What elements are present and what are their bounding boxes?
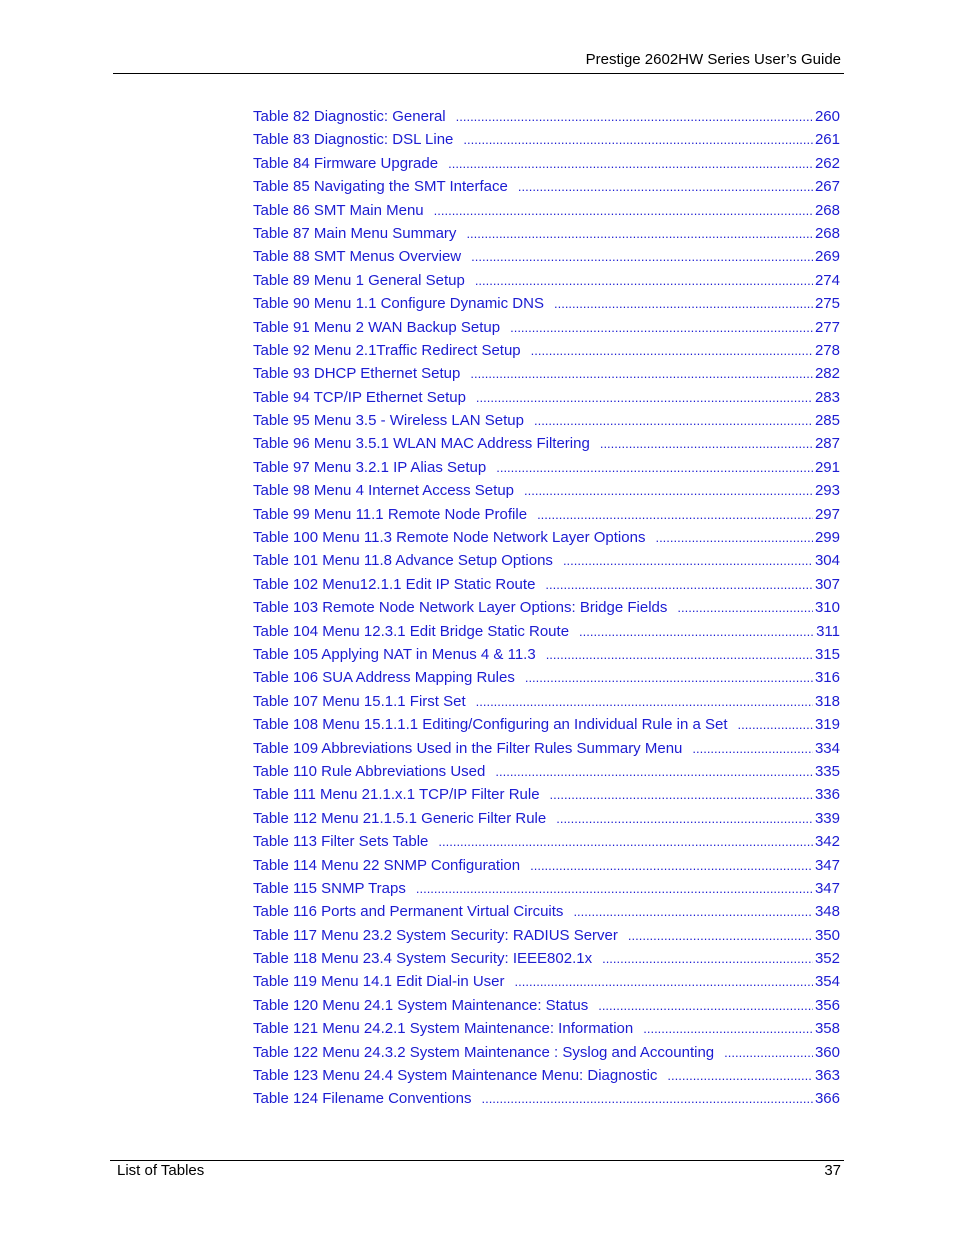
toc-entry-page-number: 299 (814, 529, 840, 547)
toc-entry-link[interactable] (253, 292, 840, 315)
toc-entry-page-number: 287 (814, 435, 840, 453)
toc-entry-link[interactable] (253, 128, 840, 151)
toc-entry-link[interactable] (253, 222, 840, 245)
toc-dot-leader (579, 620, 814, 643)
toc-entry-title: Table 105 Applying NAT in Menus 4 & 11.3 (253, 645, 536, 663)
toc-entry-link[interactable] (253, 760, 840, 783)
toc-dot-leader (448, 152, 813, 175)
toc-entry-link[interactable] (253, 409, 840, 432)
footer-divider (110, 1160, 844, 1161)
toc-entry-link[interactable] (253, 503, 840, 526)
toc-entry-link[interactable] (253, 924, 840, 947)
toc-entry-link[interactable] (253, 830, 840, 853)
toc-entry-page-number: 278 (814, 341, 840, 359)
toc-entry-page-number: 350 (814, 926, 840, 944)
toc-entry-title: Table 87 Main Menu Summary (253, 224, 457, 242)
toc-dot-leader (471, 245, 813, 268)
toc-dot-leader (481, 1087, 813, 1110)
toc-entry-title: Table 82 Diagnostic: General (253, 108, 446, 125)
toc-entry-link[interactable] (253, 783, 840, 806)
toc-entry-page-number: 310 (814, 599, 840, 617)
toc-entry-link[interactable] (253, 245, 840, 268)
toc-entry-title: Table 122 Menu 24.3.2 System Maintenance : Syslog and Accounting (253, 1043, 715, 1061)
toc-dot-leader (537, 503, 813, 526)
toc-entry-link[interactable] (253, 854, 840, 877)
toc-entry-link[interactable] (253, 386, 840, 409)
toc-entry-title: Table 83 Diagnostic: DSL Line (253, 131, 454, 149)
toc-entry-page-number: 311 (816, 622, 840, 640)
toc-dot-leader (456, 105, 813, 128)
toc-entry-title: Table 90 Menu 1.1 Configure Dynamic DNS (253, 295, 544, 313)
toc-entry-title: Table 92 Menu 2.1Traffic Redirect Setup (253, 341, 521, 359)
toc-entry-page-number: 293 (814, 482, 840, 500)
toc-entry-page-number: 262 (814, 154, 840, 172)
toc-entry-title: Table 119 Menu 14.1 Edit Dial-in User (253, 973, 505, 991)
toc-entry-page-number: 291 (814, 458, 840, 476)
toc-entry-link[interactable] (253, 339, 840, 362)
toc-dot-leader (545, 573, 813, 596)
toc-entry-page-number: 318 (814, 692, 840, 710)
toc-entry-title: Table 124 Filename Conventions (253, 1090, 472, 1108)
toc-entry-link[interactable] (253, 479, 840, 502)
toc-dot-leader (470, 362, 813, 385)
toc-dot-leader (534, 409, 813, 432)
toc-dot-leader (677, 596, 813, 619)
toc-entry-link[interactable] (253, 152, 840, 175)
toc-dot-leader (628, 924, 813, 947)
toc-entry-title: Table 112 Menu 21.1.5.1 Generic Filter Rule (253, 809, 547, 827)
toc-entry-title: Table 111 Menu 21.1.x.1 TCP/IP Filter Rule (253, 786, 540, 804)
toc-entry-page-number: 304 (814, 552, 840, 570)
toc-entry-link[interactable] (253, 549, 840, 572)
toc-entry-page-number: 319 (814, 716, 840, 734)
toc-dot-leader (655, 526, 813, 549)
toc-dot-leader (602, 947, 813, 970)
toc-dot-leader (563, 549, 813, 572)
toc-dot-leader (738, 713, 813, 736)
toc-entry-page-number: 285 (814, 412, 840, 430)
toc-entry-title: Table 89 Menu 1 General Setup (253, 271, 465, 289)
toc-dot-leader (524, 479, 813, 502)
toc-entry-link[interactable] (253, 713, 840, 736)
toc-dot-leader (515, 970, 813, 993)
toc-dot-leader (530, 854, 813, 877)
toc-entry-title: Table 118 Menu 23.4 System Security: IEEE802.1x (253, 950, 593, 968)
toc-entry-link[interactable] (253, 596, 840, 619)
toc-dot-leader (416, 877, 813, 900)
toc-entry-link[interactable] (253, 105, 840, 128)
toc-entry-link[interactable] (253, 1087, 840, 1110)
toc-entry-title: Table 88 SMT Menus Overview (253, 248, 462, 266)
toc-dot-leader (466, 222, 813, 245)
toc-entry-title: Table 86 SMT Main Menu (253, 201, 424, 219)
toc-entry-title: Table 102 Menu12.1.1 Edit IP Static Route (253, 575, 536, 593)
toc-entry-link[interactable] (253, 947, 840, 970)
toc-dot-leader (546, 643, 813, 666)
toc-entry-link[interactable] (253, 620, 840, 643)
toc-entry-link[interactable] (253, 1041, 840, 1064)
toc-entry-page-number: 335 (814, 762, 840, 780)
toc-entry-page-number: 334 (814, 739, 840, 757)
toc-entry-page-number: 347 (814, 879, 840, 897)
toc-entry-title: Table 101 Menu 11.8 Advance Setup Options (253, 552, 553, 570)
toc-entry-link[interactable] (253, 970, 840, 993)
toc-entry-page-number: 354 (814, 973, 840, 991)
toc-entry-title: Table 117 Menu 23.2 System Security: RADIUS Server (253, 926, 618, 944)
toc-entry-title: Table 121 Menu 24.2.1 System Maintenance: Information (253, 1020, 634, 1038)
toc-entry-link[interactable] (253, 573, 840, 596)
toc-dot-leader (434, 199, 813, 222)
toc-entry-title: Table 85 Navigating the SMT Interface (253, 178, 508, 196)
toc-entry-title: Table 97 Menu 3.2.1 IP Alias Setup (253, 458, 487, 476)
toc-entry-title: Table 103 Remote Node Network Layer Options: Bridge Fields (253, 599, 668, 617)
toc-entry-link[interactable] (253, 1064, 840, 1087)
toc-entry-page-number: 307 (814, 575, 840, 593)
toc-entry-link[interactable] (253, 316, 840, 339)
toc-dot-leader (475, 269, 813, 292)
toc-dot-leader (573, 900, 813, 923)
toc-dot-leader (518, 175, 813, 198)
toc-entry-link[interactable] (253, 643, 840, 666)
toc-dot-leader (643, 1017, 813, 1040)
toc-entry-title: Table 113 Filter Sets Table (253, 833, 429, 851)
toc-entry-page-number: 352 (814, 950, 840, 968)
header-divider (113, 73, 844, 74)
toc-entry-page-number: 316 (814, 669, 840, 687)
toc-entry-page-number: 283 (814, 388, 840, 406)
toc-dot-leader (463, 128, 813, 151)
toc-entry-page-number: 360 (814, 1043, 840, 1061)
toc-dot-leader (476, 386, 813, 409)
toc-entry-page-number: 261 (814, 131, 840, 149)
toc-entry-page-number: 339 (814, 809, 840, 827)
toc-dot-leader (724, 1041, 813, 1064)
toc-entry-page-number: 282 (814, 365, 840, 383)
toc-entry-title: Table 110 Rule Abbreviations Used (253, 762, 486, 780)
toc-entry-page-number: 260 (814, 108, 840, 125)
toc-dot-leader (667, 1064, 813, 1087)
toc-entry-page-number: 348 (814, 903, 840, 921)
toc-dot-leader (495, 760, 813, 783)
toc-entry-title: Table 94 TCP/IP Ethernet Setup (253, 388, 466, 406)
toc-entry-title: Table 84 Firmware Upgrade (253, 154, 439, 172)
toc-entry-title: Table 104 Menu 12.3.1 Edit Bridge Static Route (253, 622, 570, 640)
toc-entry-link[interactable] (253, 807, 840, 830)
toc-entry-title: Table 96 Menu 3.5.1 WLAN MAC Address Filtering (253, 435, 590, 453)
toc-entry-title: Table 116 Ports and Permanent Virtual Circuits (253, 903, 564, 921)
toc-entry-link[interactable] (253, 994, 840, 1017)
footer-section-title: List of Tables (117, 1162, 205, 1179)
toc-dot-leader (438, 830, 813, 853)
toc-entry-page-number: 274 (814, 271, 840, 289)
toc-dot-leader (525, 666, 813, 689)
toc-entry-link[interactable] (253, 526, 840, 549)
toc-entry-link[interactable] (253, 666, 840, 689)
toc-entry-page-number: 275 (814, 295, 840, 313)
toc-entry-page-number: 336 (814, 786, 840, 804)
toc-entry-page-number: 269 (814, 248, 840, 266)
toc-entry-page-number: 356 (814, 996, 840, 1014)
toc-dot-leader (531, 339, 813, 362)
toc-entry-title: Table 106 SUA Address Mapping Rules (253, 669, 515, 687)
toc-dot-leader (496, 456, 813, 479)
toc-entry-link[interactable] (253, 362, 840, 385)
toc-entry-title: Table 99 Menu 11.1 Remote Node Profile (253, 505, 528, 523)
toc-entry-page-number: 297 (814, 505, 840, 523)
toc-dot-leader (600, 432, 813, 455)
toc-entry-link[interactable] (253, 877, 840, 900)
footer-page-number: 37 (824, 1162, 841, 1179)
toc-entry-link[interactable] (253, 199, 840, 222)
toc-entry-title: Table 95 Menu 3.5 - Wireless LAN Setup (253, 412, 524, 430)
toc-entry-title: Table 93 DHCP Ethernet Setup (253, 365, 461, 383)
toc-entry-title: Table 100 Menu 11.3 Remote Node Network Layer Options (253, 529, 646, 547)
toc-entry-link[interactable] (253, 690, 840, 713)
toc-entry-page-number: 268 (814, 201, 840, 219)
toc-entry-title: Table 115 SNMP Traps (253, 879, 406, 897)
toc-entry-page-number: 366 (814, 1090, 840, 1108)
toc-dot-leader (476, 690, 813, 713)
toc-entry-title: Table 109 Abbreviations Used in the Filter Rules Summary Menu (253, 739, 683, 757)
toc-entry-page-number: 277 (814, 318, 840, 336)
toc-entry-page-number: 363 (814, 1067, 840, 1085)
toc-entry-page-number: 268 (814, 224, 840, 242)
toc-entry-page-number: 342 (814, 833, 840, 851)
toc-entry-link[interactable] (253, 432, 840, 455)
toc-entry-title: Table 123 Menu 24.4 System Maintenance Menu: Diagnostic (253, 1067, 658, 1085)
toc-dot-leader (692, 737, 813, 760)
toc-entry-page-number: 347 (814, 856, 840, 874)
toc-dot-leader (510, 316, 813, 339)
toc-entry-title: Table 98 Menu 4 Internet Access Setup (253, 482, 514, 500)
toc-entry-page-number: 267 (814, 178, 840, 196)
toc-entry-link[interactable] (253, 1017, 840, 1040)
toc-entry-title: Table 114 Menu 22 SNMP Configuration (253, 856, 521, 874)
toc-entry-link[interactable] (253, 900, 840, 923)
toc-entry-link[interactable] (253, 175, 840, 198)
toc-entry-page-number: 315 (814, 645, 840, 663)
document-header-title: Prestige 2602HW Series User’s Guide (585, 51, 841, 68)
toc-dot-leader (598, 994, 813, 1017)
toc-entry-title: Table 108 Menu 15.1.1.1 Editing/Configuring an Individual Rule in a Set (253, 716, 728, 734)
toc-entry-title: Table 91 Menu 2 WAN Backup Setup (253, 318, 501, 336)
toc-entry-link[interactable] (253, 269, 840, 292)
toc-entry-title: Table 107 Menu 15.1.1 First Set (253, 692, 466, 710)
toc-entry-link[interactable] (253, 737, 840, 760)
toc-entry-link[interactable] (253, 456, 840, 479)
toc-dot-leader (554, 292, 813, 315)
toc-entry-title: Table 120 Menu 24.1 System Maintenance: Status (253, 996, 589, 1014)
toc-dot-leader (556, 807, 813, 830)
toc-entry-page-number: 358 (814, 1020, 840, 1038)
toc-dot-leader (550, 783, 813, 806)
list-of-tables (253, 105, 840, 1111)
